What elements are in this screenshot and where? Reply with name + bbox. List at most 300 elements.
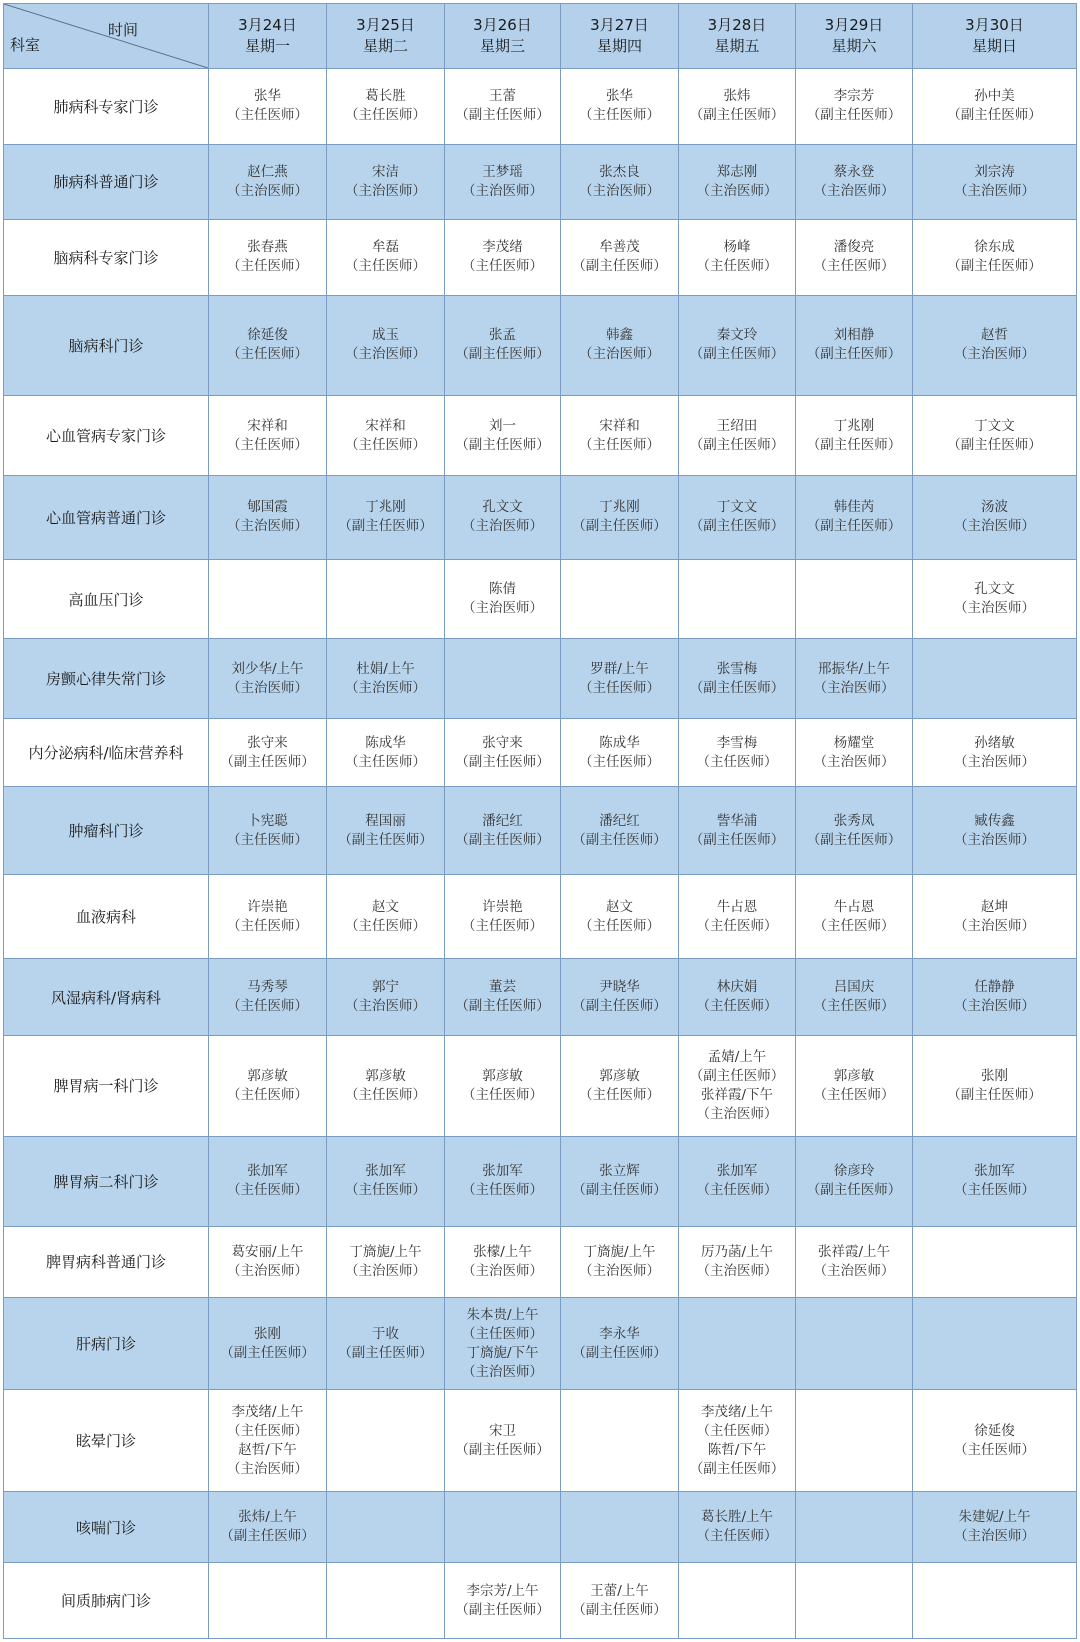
doctor-name: 许崇艳 xyxy=(482,898,523,915)
doctor-title: （主任医师） xyxy=(227,1086,308,1103)
doctor-name: 邢振华/上午 xyxy=(817,660,891,677)
doctor-title: （主治医师） xyxy=(227,1460,308,1477)
day-header-4 xyxy=(561,4,679,69)
doctor-name: 牟磊 xyxy=(372,239,399,256)
doctor-title: （主任医师） xyxy=(579,753,660,770)
doctor-name: 蔡永登 xyxy=(833,163,875,180)
doctor-cell xyxy=(796,295,913,396)
doctor-title: （副主任医师） xyxy=(572,1182,667,1199)
doctor-title: （副主任医师） xyxy=(455,107,550,124)
doctor-name: 郭彦敏 xyxy=(247,1067,288,1084)
doctor-title: （副主任医师） xyxy=(572,1344,667,1361)
doctor-cell xyxy=(679,475,796,559)
doctor-name: 李茂绪 xyxy=(482,239,523,256)
doctor-title: （副主任医师） xyxy=(220,1344,315,1361)
doctor-name: 孙绪敏 xyxy=(974,734,1015,751)
doctor-title: （主任医师） xyxy=(345,436,426,453)
doctor-cell xyxy=(913,475,1077,559)
doctor-name: 汤波 xyxy=(981,499,1008,516)
doctor-cell xyxy=(913,719,1077,787)
doctor-cell xyxy=(327,475,445,559)
doctor-cell xyxy=(445,959,561,1036)
doctor-cell xyxy=(796,639,913,719)
doctor-title: （主任医师） xyxy=(227,1422,308,1439)
doctor-title: （主治医师） xyxy=(579,346,660,363)
doctor-title: （副主任医师） xyxy=(806,107,902,124)
doctor-title: （主治医师） xyxy=(579,182,660,199)
doctor-cell xyxy=(561,959,679,1036)
doctor-cell xyxy=(327,295,445,396)
department-name: 风湿病科/肾病科 xyxy=(4,959,209,1036)
doctor-cell xyxy=(209,875,327,959)
doctor-title: （主任医师） xyxy=(227,1182,308,1199)
day-weekday: 星期四 xyxy=(596,37,642,55)
schedule-row xyxy=(4,1136,1077,1226)
doctor-title: （副主任医师） xyxy=(947,107,1042,124)
doctor-cell xyxy=(913,1226,1077,1297)
doctor-name: 陈倩 xyxy=(489,581,516,598)
doctor-name: 郑志刚 xyxy=(716,163,758,180)
doctor-cell xyxy=(796,475,913,559)
doctor-name: 张檬/上午 xyxy=(473,1243,532,1260)
doctor-cell xyxy=(327,396,445,476)
doctor-title: （主任医师） xyxy=(345,753,426,770)
doctor-cell xyxy=(913,959,1077,1036)
department-name: 肝病门诊 xyxy=(4,1298,209,1390)
doctor-title: （主任医师） xyxy=(345,1086,426,1103)
doctor-cell xyxy=(561,639,679,719)
doctor-name: 李永华 xyxy=(599,1325,640,1342)
department-name: 内分泌病科/临床营养科 xyxy=(4,719,209,787)
doctor-name: 葛长胜/上午 xyxy=(700,1509,774,1526)
doctor-name: 罗群/上午 xyxy=(590,660,649,677)
doctor-title: （副主任医师） xyxy=(572,1601,667,1618)
doctor-cell xyxy=(445,559,561,639)
doctor-title: （主任医师） xyxy=(227,436,308,453)
doctor-title: （主任医师） xyxy=(579,1086,660,1103)
doctor-title: （副主任医师） xyxy=(806,436,902,453)
schedule-row xyxy=(4,1035,1077,1136)
doctor-title: （副主任医师） xyxy=(572,258,667,275)
doctor-name: 马秀琴 xyxy=(247,979,288,996)
doctor-title: （主任医师） xyxy=(227,831,308,848)
doctor-name: 张祥霞/下午 xyxy=(700,1086,774,1103)
doctor-cell xyxy=(445,1226,561,1297)
schedule-row xyxy=(4,559,1077,639)
doctor-title: （主治医师） xyxy=(462,1262,543,1279)
doctor-cell xyxy=(561,559,679,639)
schedule-row xyxy=(4,1563,1077,1639)
doctor-cell xyxy=(796,396,913,476)
doctor-name: 张加军 xyxy=(365,1163,406,1180)
doctor-cell xyxy=(679,1226,796,1297)
doctor-title: （主治医师） xyxy=(954,753,1035,770)
doctor-name: 宋洁 xyxy=(372,163,399,180)
doctor-name: 丁旖旎/上午 xyxy=(349,1243,422,1260)
doctor-cell xyxy=(796,559,913,639)
doctor-title: （主任医师） xyxy=(813,998,895,1015)
doctor-name: 张加军 xyxy=(974,1163,1015,1180)
doctor-cell xyxy=(445,144,561,220)
doctor-title: （主治医师） xyxy=(696,1105,778,1122)
doctor-cell xyxy=(209,1298,327,1390)
doctor-name: 王绍田 xyxy=(716,417,758,434)
doctor-cell xyxy=(679,295,796,396)
doctor-name: 刘少华/上午 xyxy=(231,660,304,677)
doctor-title: （主治医师） xyxy=(345,182,426,199)
department-name: 肺病科普通门诊 xyxy=(4,144,209,220)
doctor-cell xyxy=(327,719,445,787)
doctor-name: 徐延俊 xyxy=(974,1422,1015,1439)
doctor-cell xyxy=(913,1390,1077,1492)
doctor-cell xyxy=(913,396,1077,476)
doctor-name: 李宗芳 xyxy=(833,88,875,105)
doctor-title: （主治医师） xyxy=(227,182,308,199)
doctor-title: （主任医师） xyxy=(345,107,426,124)
doctor-cell xyxy=(679,719,796,787)
doctor-cell xyxy=(679,69,796,145)
day-date: 3月26日 xyxy=(473,16,532,34)
doctor-name: 郭宁 xyxy=(372,979,399,996)
schedule-row xyxy=(4,69,1077,145)
department-name: 肺病科专家门诊 xyxy=(4,69,209,145)
day-date: 3月25日 xyxy=(356,16,415,34)
doctor-cell xyxy=(327,1035,445,1136)
doctor-cell xyxy=(327,1563,445,1639)
doctor-name: 丁文文 xyxy=(716,499,758,516)
day-header-3 xyxy=(445,4,561,69)
day-weekday: 星期二 xyxy=(362,37,408,55)
doctor-title: （主治医师） xyxy=(462,600,543,617)
corner-label-department: 科室 xyxy=(10,36,41,54)
day-date: 3月29日 xyxy=(824,16,884,34)
doctor-name: 陈成华 xyxy=(599,734,640,751)
doctor-title: （主治医师） xyxy=(696,1262,778,1279)
day-weekday: 星期一 xyxy=(244,37,290,55)
doctor-title: （副主任医师） xyxy=(689,518,785,535)
doctor-cell xyxy=(913,1563,1077,1639)
doctor-title: （主治医师） xyxy=(954,917,1035,934)
doctor-name: 潘纪红 xyxy=(482,812,523,829)
doctor-name: 张雪梅 xyxy=(716,660,758,677)
doctor-name: 赵文 xyxy=(606,898,633,915)
doctor-cell xyxy=(327,1492,445,1563)
doctor-title: （主任医师） xyxy=(813,258,895,275)
doctor-cell xyxy=(445,1136,561,1226)
doctor-name: 宋祥和 xyxy=(365,417,406,434)
doctor-name: 任静静 xyxy=(974,979,1015,996)
doctor-title: （副主任医师） xyxy=(572,831,667,848)
doctor-title: （主任医师） xyxy=(227,917,308,934)
doctor-cell xyxy=(327,1226,445,1297)
doctor-cell xyxy=(445,639,561,719)
doctor-name: 秦文玲 xyxy=(716,327,758,344)
doctor-name: 赵哲/下午 xyxy=(238,1441,297,1458)
doctor-name: 徐延俊 xyxy=(247,327,288,344)
doctor-title: （副主任医师） xyxy=(947,258,1042,275)
doctor-name: 潘俊亮 xyxy=(833,239,875,256)
doctor-cell xyxy=(327,1136,445,1226)
doctor-cell xyxy=(913,1035,1077,1136)
doctor-title: （主治医师） xyxy=(462,518,543,535)
doctor-cell xyxy=(327,787,445,875)
doctor-title: （主治医师） xyxy=(345,1262,426,1279)
department-name: 咳喘门诊 xyxy=(4,1492,209,1563)
doctor-cell xyxy=(561,875,679,959)
doctor-name: 徐东成 xyxy=(974,239,1015,256)
doctor-name: 徐彦玲 xyxy=(833,1163,875,1180)
doctor-cell xyxy=(445,1492,561,1563)
doctor-title: （副主任医师） xyxy=(455,1441,550,1458)
doctor-title: （主任医师） xyxy=(696,753,778,770)
doctor-cell xyxy=(796,220,913,296)
day-header-2 xyxy=(327,4,445,69)
doctor-name: 卜宪聪 xyxy=(247,812,288,829)
doctor-cell xyxy=(327,559,445,639)
doctor-cell xyxy=(209,787,327,875)
doctor-name: 许崇艳 xyxy=(247,898,288,915)
doctor-name: 王梦瑶 xyxy=(482,163,523,180)
doctor-name: 张守来 xyxy=(482,734,523,751)
doctor-name: 葛安丽/上午 xyxy=(231,1243,304,1260)
doctor-name: 宋祥和 xyxy=(247,417,288,434)
doctor-name: 张立辉 xyxy=(599,1163,640,1180)
doctor-cell xyxy=(679,959,796,1036)
doctor-name: 吕国庆 xyxy=(833,979,875,996)
doctor-name: 张华 xyxy=(606,88,633,105)
doctor-title: （主任医师） xyxy=(579,107,660,124)
doctor-name: 訾华浦 xyxy=(716,812,758,829)
department-name: 脾胃病科普通门诊 xyxy=(4,1226,209,1297)
schedule-row xyxy=(4,959,1077,1036)
doctor-cell xyxy=(561,1390,679,1492)
day-weekday: 星期三 xyxy=(479,37,525,55)
doctor-cell xyxy=(796,1298,913,1390)
doctor-title: （副主任医师） xyxy=(455,831,550,848)
doctor-cell xyxy=(679,1298,796,1390)
doctor-cell xyxy=(679,1563,796,1639)
doctor-cell xyxy=(445,1563,561,1639)
doctor-cell xyxy=(209,396,327,476)
day-header-7 xyxy=(913,4,1077,69)
doctor-cell xyxy=(445,1035,561,1136)
doctor-cell xyxy=(561,396,679,476)
doctor-title: （主治医师） xyxy=(954,600,1035,617)
doctor-name: 王蕾 xyxy=(489,88,516,105)
doctor-title: （主任医师） xyxy=(345,917,426,934)
doctor-cell xyxy=(561,1298,679,1390)
doctor-title: （副主任医师） xyxy=(689,346,785,363)
department-name: 血液病科 xyxy=(4,875,209,959)
doctor-cell xyxy=(561,787,679,875)
doctor-title: （主治医师） xyxy=(954,831,1035,848)
doctor-cell xyxy=(445,220,561,296)
doctor-title: （副主任医师） xyxy=(806,346,902,363)
schedule-row xyxy=(4,1492,1077,1563)
doctor-cell xyxy=(561,475,679,559)
doctor-cell xyxy=(679,787,796,875)
schedule-row xyxy=(4,295,1077,396)
doctor-cell xyxy=(327,1390,445,1492)
doctor-name: 葛长胜 xyxy=(365,88,406,105)
doctor-name: 宋祥和 xyxy=(599,417,640,434)
doctor-cell xyxy=(209,144,327,220)
doctor-name: 李茂绪/上午 xyxy=(231,1403,304,1420)
doctor-title: （主治医师） xyxy=(954,182,1035,199)
doctor-title: （主任医师） xyxy=(462,1182,543,1199)
doctor-title: （主治医师） xyxy=(954,518,1035,535)
schedule-row xyxy=(4,1298,1077,1390)
doctor-cell xyxy=(209,639,327,719)
doctor-name: 张加军 xyxy=(247,1163,288,1180)
doctor-name: 陈成华 xyxy=(365,734,406,751)
doctor-title: （主任医师） xyxy=(462,1325,543,1342)
doctor-cell xyxy=(445,475,561,559)
doctor-name: 丁兆刚 xyxy=(833,417,875,434)
department-name: 心血管病普通门诊 xyxy=(4,475,209,559)
day-weekday: 星期日 xyxy=(971,37,1017,55)
department-name: 肿瘤科门诊 xyxy=(4,787,209,875)
doctor-title: （主任医师） xyxy=(227,346,308,363)
doctor-name: 郭彦敏 xyxy=(482,1067,523,1084)
doctor-cell xyxy=(796,787,913,875)
doctor-name: 于收 xyxy=(372,1325,399,1342)
doctor-title: （主任医师） xyxy=(227,998,308,1015)
doctor-name: 张孟 xyxy=(489,327,516,344)
doctor-title: （主任医师） xyxy=(579,917,660,934)
doctor-cell xyxy=(209,1136,327,1226)
doctor-name: 张祥霞/上午 xyxy=(817,1243,891,1260)
doctor-cell xyxy=(561,220,679,296)
doctor-cell xyxy=(327,144,445,220)
doctor-title: （副主任医师） xyxy=(220,753,315,770)
doctor-cell xyxy=(679,1136,796,1226)
doctor-name: 张秀凤 xyxy=(833,812,875,829)
day-date: 3月28日 xyxy=(707,16,767,34)
doctor-title: （主治医师） xyxy=(954,346,1035,363)
doctor-title: （副主任医师） xyxy=(338,1344,433,1361)
doctor-title: （主治医师） xyxy=(227,1262,308,1279)
doctor-cell xyxy=(913,559,1077,639)
doctor-title: （主任医师） xyxy=(462,1086,543,1103)
doctor-cell xyxy=(913,220,1077,296)
doctor-title: （副主任医师） xyxy=(689,1460,785,1477)
doctor-cell xyxy=(445,1390,561,1492)
doctor-cell xyxy=(796,144,913,220)
doctor-name: 林庆娟 xyxy=(716,979,758,996)
doctor-title: （主治医师） xyxy=(696,182,778,199)
doctor-name: 郭彦敏 xyxy=(599,1067,640,1084)
doctor-cell xyxy=(679,1492,796,1563)
doctor-name: 成玉 xyxy=(372,327,399,344)
doctor-cell xyxy=(913,875,1077,959)
schedule-row xyxy=(4,396,1077,476)
doctor-cell xyxy=(327,875,445,959)
doctor-name: 张刚 xyxy=(254,1325,281,1342)
doctor-name: 郭彦敏 xyxy=(833,1067,875,1084)
doctor-title: （主治医师） xyxy=(813,679,895,696)
doctor-cell xyxy=(445,69,561,145)
day-weekday: 星期五 xyxy=(714,37,760,55)
doctor-name: 郭彦敏 xyxy=(365,1067,406,1084)
doctor-name: 丁旖旎/上午 xyxy=(583,1243,656,1260)
doctor-title: （主任医师） xyxy=(954,1441,1035,1458)
doctor-cell xyxy=(209,559,327,639)
doctor-cell xyxy=(209,719,327,787)
doctor-title: （主任医师） xyxy=(696,1182,778,1199)
doctor-name: 丁兆刚 xyxy=(599,499,640,516)
doctor-cell xyxy=(796,1563,913,1639)
doctor-cell xyxy=(796,69,913,145)
doctor-title: （主任医师） xyxy=(579,436,660,453)
doctor-name: 杨耀堂 xyxy=(833,734,875,751)
doctor-cell xyxy=(209,1492,327,1563)
doctor-cell xyxy=(679,1390,796,1492)
doctor-title: （副主任医师） xyxy=(947,1086,1042,1103)
doctor-title: （副主任医师） xyxy=(455,1601,550,1618)
doctor-title: （副主任医师） xyxy=(572,998,667,1015)
doctor-title: （主治医师） xyxy=(462,182,543,199)
day-date: 3月24日 xyxy=(238,16,297,34)
department-name: 高血压门诊 xyxy=(4,559,209,639)
doctor-cell xyxy=(445,295,561,396)
day-date: 3月27日 xyxy=(590,16,649,34)
doctor-name: 张加军 xyxy=(716,1163,758,1180)
doctor-title: （主任医师） xyxy=(696,998,778,1015)
day-weekday: 星期六 xyxy=(831,37,877,55)
doctor-title: （副主任医师） xyxy=(806,831,902,848)
schedule-row xyxy=(4,220,1077,296)
doctor-title: （副主任医师） xyxy=(689,831,785,848)
doctor-title: （副主任医师） xyxy=(338,831,433,848)
schedule-row xyxy=(4,875,1077,959)
doctor-name: 李雪梅 xyxy=(716,734,758,751)
doctor-title: （主治医师） xyxy=(227,518,308,535)
doctor-title: （主任医师） xyxy=(462,258,543,275)
doctor-name: 陈哲/下午 xyxy=(707,1441,767,1458)
doctor-title: （主任医师） xyxy=(227,107,308,124)
department-name: 房颤心律失常门诊 xyxy=(4,639,209,719)
doctor-cell xyxy=(209,69,327,145)
doctor-name: 郇国霞 xyxy=(247,499,288,516)
doctor-cell xyxy=(561,719,679,787)
doctor-cell xyxy=(561,1226,679,1297)
doctor-title: （副主任医师） xyxy=(806,518,902,535)
doctor-name: 张守来 xyxy=(247,734,288,751)
department-name: 眩晕门诊 xyxy=(4,1390,209,1492)
doctor-name: 潘纪红 xyxy=(599,812,640,829)
doctor-name: 刘一 xyxy=(489,417,516,434)
doctor-cell xyxy=(679,639,796,719)
doctor-cell xyxy=(209,295,327,396)
doctor-name: 牛占恩 xyxy=(716,898,758,915)
doctor-cell xyxy=(796,1035,913,1136)
day-header-6 xyxy=(796,4,913,69)
doctor-name: 张春燕 xyxy=(247,239,288,256)
doctor-title: （副主任医师） xyxy=(689,679,785,696)
doctor-name: 李茂绪/上午 xyxy=(700,1403,774,1420)
doctor-title: （副主任医师） xyxy=(806,1182,902,1199)
doctor-cell xyxy=(445,396,561,476)
doctor-cell xyxy=(679,220,796,296)
doctor-name: 韩鑫 xyxy=(606,327,633,344)
doctor-title: （副主任医师） xyxy=(455,436,550,453)
doctor-title: （主治医师） xyxy=(462,1363,543,1380)
doctor-cell xyxy=(209,1390,327,1492)
doctor-cell xyxy=(913,787,1077,875)
doctor-name: 张杰良 xyxy=(599,163,640,180)
doctor-cell xyxy=(679,396,796,476)
